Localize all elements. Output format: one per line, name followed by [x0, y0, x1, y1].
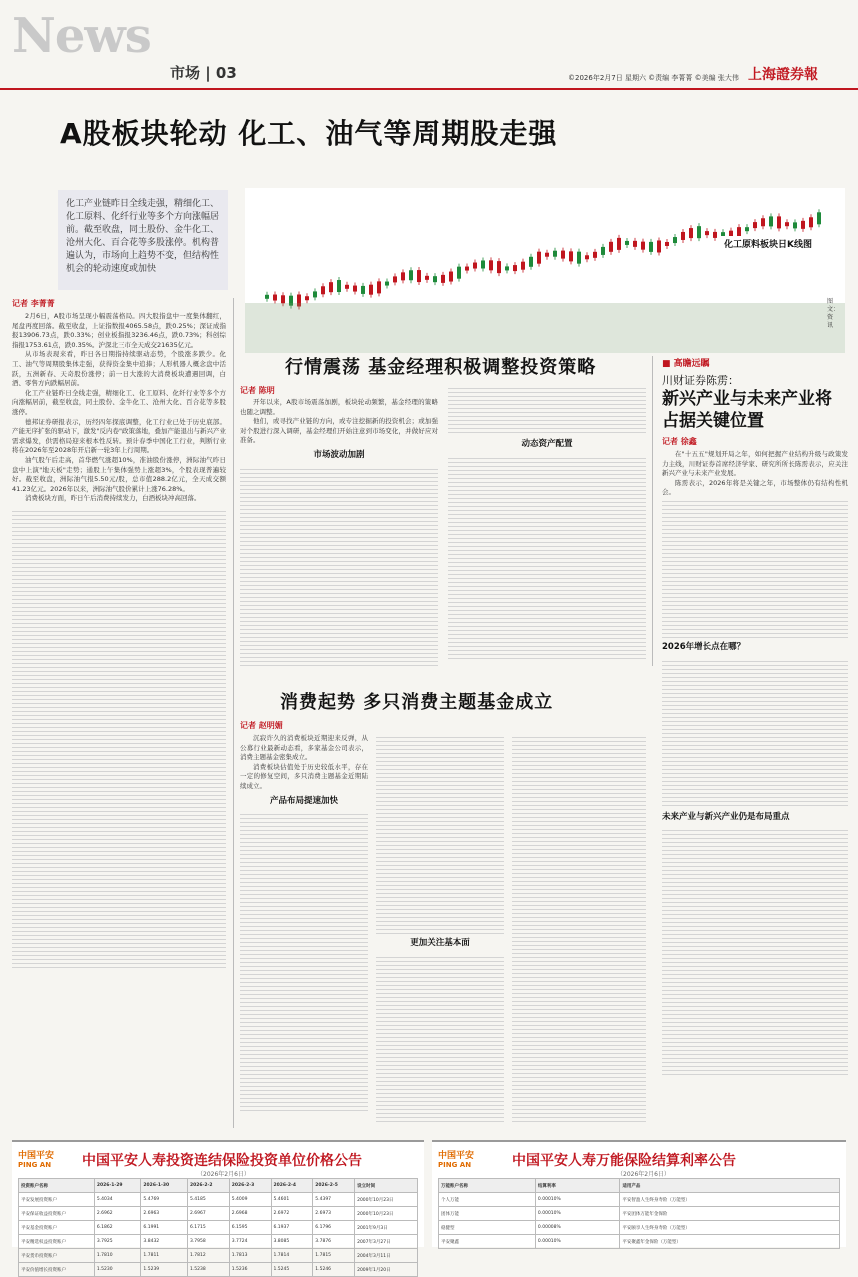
fund1-col1 — [240, 398, 438, 666]
column-divider — [652, 356, 653, 666]
table-cell: 平安聚鑫 — [439, 1235, 536, 1249]
masthead-rule — [0, 88, 858, 90]
article1-body — [12, 312, 226, 1130]
table-header-cell: 设立时间 — [355, 1179, 418, 1193]
right-title: 新兴产业与未来产业将占据关键位置 — [662, 389, 832, 431]
article1-para: 2月6日，A股市场呈现小幅震荡格局。四大股指盘中一度集体翻红，尾盘再度回落。截至收盘，上证指数报4065.58点，跌0.25%；深证成指报13906.73点，跌0.33%；创业板指报3236.46点，跌0.73%；科创综指报1753.61点，跌0.35%。沪深北三市全天成交21635亿元。 — [12, 312, 226, 349]
table-row — [19, 1207, 418, 1221]
table-header-cell: 2026-1-29 — [94, 1179, 141, 1193]
table-cell: 3.7724 — [229, 1235, 271, 1249]
table-cell: 3.8432 — [141, 1235, 188, 1249]
table-cell: 3.7925 — [94, 1235, 141, 1249]
table-cell: 1.5245 — [271, 1263, 313, 1277]
table-cell: 平安发展投资账户 — [19, 1193, 95, 1207]
fund1-subhead: 动态资产配置 — [521, 439, 573, 449]
table-header-cell: 适用产品 — [620, 1179, 840, 1193]
table-cell: 6.1715 — [187, 1221, 229, 1235]
table-row — [439, 1235, 840, 1249]
right-kicker: ■ 高瞻远瞩 — [662, 359, 710, 369]
fund1-title: 行情震荡 基金经理积极调整投资策略 — [285, 357, 597, 378]
table-cell: 3.7958 — [187, 1235, 229, 1249]
ad-right-title: 中国平安人寿万能保险结算利率公告 — [512, 1153, 736, 1169]
table-header-row — [19, 1179, 418, 1193]
table-header-cell: 万能账户名称 — [439, 1179, 536, 1193]
right-text-block — [662, 658, 848, 808]
table-cell: 5.4185 — [187, 1193, 229, 1207]
table-cell: 0.00008% — [535, 1221, 619, 1235]
table-cell: 2001年9月3日 — [355, 1221, 418, 1235]
table-cell: 1.7815 — [313, 1249, 355, 1263]
table-cell: 1.7814 — [271, 1249, 313, 1263]
table-cell: 平安精选权益投资账户 — [19, 1235, 95, 1249]
article1-para: 消费板块方面，昨日午后消费持续发力，白酒板块冲高回落。 — [25, 494, 201, 503]
table-cell: 平安保证收益投资账户 — [19, 1207, 95, 1221]
table-row — [439, 1193, 840, 1207]
table-cell: 3.8085 — [271, 1235, 313, 1249]
paper-logo: 上海證券報 — [748, 67, 818, 83]
table-cell: 6.1937 — [271, 1221, 313, 1235]
fund2-subhead: 更加关注基本面 — [410, 938, 470, 948]
brand-logo: News — [12, 8, 151, 64]
ad-right-logo: 中国平安 — [438, 1151, 475, 1161]
table-cell: 2.6972 — [271, 1207, 313, 1221]
table-cell: 0.00010% — [535, 1207, 619, 1221]
table-cell: 2.6967 — [187, 1207, 229, 1221]
table-cell: 2.6963 — [141, 1207, 188, 1221]
fund2-byline: 记者 赵明媚 — [240, 721, 283, 730]
table-cell: 平安聚鑫年金保险（万能型） — [620, 1235, 840, 1249]
table-cell: 5.4769 — [141, 1193, 188, 1207]
ad-left-title: 中国平安人寿投资连结保险投资单位价格公告 — [82, 1153, 362, 1169]
ad-right-table — [438, 1178, 840, 1249]
fund1-subhead: 市场波动加剧 — [313, 449, 365, 460]
table-cell: 6.1796 — [313, 1221, 355, 1235]
ad-left — [12, 1140, 424, 1273]
table-row — [19, 1263, 418, 1277]
table-cell: 6.1862 — [94, 1221, 141, 1235]
table-header-cell: 投资账户名称 — [19, 1179, 95, 1193]
table-cell: 稳健型 — [439, 1221, 536, 1235]
lead-headline: A股板块轮动 化工、油气等周期股走强 — [60, 117, 558, 150]
table-cell: 0.00010% — [535, 1193, 619, 1207]
table-cell: 1.5236 — [229, 1263, 271, 1277]
table-cell: 3.7876 — [313, 1235, 355, 1249]
kline-chart — [245, 188, 845, 353]
fund2-text-block — [376, 734, 504, 934]
table-cell: 平安价值增长投资账户 — [19, 1263, 95, 1277]
article1-para: 从市场表现来看，昨日各日期指持续驱动态势，个股涨多跌少。化工、油气等周期股集体走强，获得资金集中追捧；人形机器人概念盘中活跃，五洲新春、天奇股份涨停；前一日大涨的大消费板块遭遇回调，白酒、零售方向跌幅居前。 — [12, 350, 226, 388]
right-para: 在"十五五"规划开局之年，如何把握产业结构升级与政策发力主线，川财证券首席经济学家、研究所所长陈雳表示，应关注新兴产业与未来产业发展。 — [662, 450, 848, 478]
table-cell: 团体万能 — [439, 1207, 536, 1221]
column-divider — [233, 298, 234, 1128]
table-cell: 1.5239 — [141, 1263, 188, 1277]
table-row — [439, 1207, 840, 1221]
fund1-byline: 记者 陈明 — [240, 386, 275, 395]
fund2-para: 沉寂许久的消费板块近期迎来反弹，从公募行业最新动态看，多家基金公司表示，消费主题基金密集成立。 — [240, 734, 368, 762]
table-header-row — [439, 1179, 840, 1193]
kline-chart-svg — [245, 188, 845, 353]
table-header-cell: 2026-2-5 — [313, 1179, 355, 1193]
table-header-cell: 2026-2-4 — [271, 1179, 313, 1193]
fund2-col1 — [240, 734, 368, 1130]
article1-para: 化工产业链昨日全线走强，精细化工、化工原料、化纤行业等多个方向涨幅居前，截至收盘，同土股份、金牛化工、沧州大化、百合花等多股涨停。 — [12, 388, 226, 416]
right-text-block — [662, 498, 848, 638]
table-cell: 1.7812 — [187, 1249, 229, 1263]
table-cell: 6.1595 — [229, 1221, 271, 1235]
table-header-cell: 2026-1-30 — [141, 1179, 188, 1193]
fund1-para: 他们，或寻找产业链的方向，或专注挖掘新的投资机会；或加强对个股进行深入调研，基金经理们开始注意到市场变化，并做好应对准备。 — [240, 417, 438, 445]
table-cell: 0.00010% — [535, 1235, 619, 1249]
table-row — [19, 1235, 418, 1249]
fund2-col3 — [512, 734, 646, 1130]
table-cell: 平安智盈人生终身寿险（万能型） — [620, 1193, 840, 1207]
article1-para: 德邦证券研报表示，历经四年探底调整，化工行业已处于历史底部。产能无序扩张的驱动下，激发"反内卷"政策落地，叠加产能退出与新兴产业需求爆发，供需格局迎来根本性反转。预计春季中国化工行业，判断行业将在2026年至2028年开启新一轮3年上行周期。 — [12, 417, 226, 455]
table-header-cell: 2026-2-2 — [187, 1179, 229, 1193]
table-cell: 平安团体万能年金保险 — [620, 1207, 840, 1221]
table-cell: 2.6962 — [94, 1207, 141, 1221]
table-header-cell: 2026-2-3 — [229, 1179, 271, 1193]
table-cell: 5.4601 — [271, 1193, 313, 1207]
ad-left-table — [18, 1178, 418, 1277]
fund2-title: 消费起势 多只消费主题基金成立 — [280, 692, 554, 713]
fund2-para: 消费板块估值处于历史较低水平，存在一定的修复空间，多只消费主题基金近期陆续成立。 — [240, 762, 368, 790]
ad-right-subtitle: （2026年2月6日） — [617, 1171, 670, 1178]
ad-right-logo-en: PING AN — [438, 1161, 472, 1169]
table-cell: 2000年10月23日 — [355, 1193, 418, 1207]
table-cell: 2.6968 — [229, 1207, 271, 1221]
table-cell: 1.5238 — [187, 1263, 229, 1277]
right-subhead: 2026年增长点在哪？ — [662, 641, 746, 652]
table-row — [19, 1221, 418, 1235]
table-cell: 平安颐享人生终身寿险（万能型） — [620, 1221, 840, 1235]
table-cell: 5.4009 — [229, 1193, 271, 1207]
ad-left-subtitle: （2026年2月6日） — [197, 1171, 250, 1178]
article1-byline: 记者 李菁菁 — [12, 299, 55, 308]
table-row — [19, 1249, 418, 1263]
lead-summary: 化工产业链昨日全线走强，精细化工、化工原料、化纤行业等多个方向涨幅居前。截至收盘，同土股份、金牛化工、沧州大化、百合花等多股涨停。机构普遍认为，市场向上趋势不变，但结构性机会的轮动速度或加快 — [58, 190, 228, 290]
table-cell: 2000年10月23日 — [355, 1207, 418, 1221]
table-cell: 平安基金投资账户 — [19, 1221, 95, 1235]
table-cell: 1.5230 — [94, 1263, 141, 1277]
article1-para: 油气股午后走高，首华燃气涨超10%，准油股份涨停，洲际油气昨日盘中上演"地天板"走势；通股上午集体强势上涨超3%，个股表现普遍较好。截至收盘，洲际油气报5.50元/股，总市值288.2亿元，全天成交额41.23亿元。2026年以来，洲际油气股价累计上涨76.28%。 — [12, 455, 226, 493]
table-cell: 5.4397 — [313, 1193, 355, 1207]
article1-text-continued — [12, 508, 226, 968]
fund2-text-block — [512, 734, 646, 1124]
table-row — [19, 1193, 418, 1207]
ad-left-logo: 中国平安 — [18, 1151, 55, 1161]
right-text-block — [662, 827, 848, 1077]
date-info: ©2026年2月7日 星期六 ©责编 李菁菁 ©美编 张大伟 — [568, 74, 739, 82]
fund2-subhead: 产品布局提速加快 — [269, 795, 338, 806]
fund1-text-block — [240, 466, 438, 666]
ad-right — [432, 1140, 846, 1247]
chart-credit: 图文：资讯 — [827, 298, 840, 329]
right-company: 川财证券陈雳： — [662, 374, 739, 387]
table-cell: 1.7811 — [141, 1249, 188, 1263]
table-cell: 平安货币投资账户 — [19, 1249, 95, 1263]
table-cell: 2004年3月11日 — [355, 1249, 418, 1263]
fund2-col2 — [376, 734, 504, 1130]
table-cell: 1.7810 — [94, 1249, 141, 1263]
fund1-text-block — [448, 385, 646, 435]
table-cell: 5.4034 — [94, 1193, 141, 1207]
fund1-col2 — [448, 385, 646, 665]
table-cell: 1.5246 — [313, 1263, 355, 1277]
right-body — [662, 450, 848, 1130]
table-cell: 2007年3月27日 — [355, 1235, 418, 1249]
right-para: 陈雳表示，2026年将是关键之年，市场整体仍有结构性机会。 — [662, 478, 848, 497]
ad-left-logo-en: PING AN — [18, 1161, 52, 1169]
table-cell: 2009年1月20日 — [355, 1263, 418, 1277]
table-cell: 6.1991 — [141, 1221, 188, 1235]
fund2-text-block — [240, 811, 368, 1111]
section-label: 市场 | 03 — [170, 64, 237, 82]
right-byline: 记者 徐鑫 — [662, 437, 697, 446]
table-cell: 2.6973 — [313, 1207, 355, 1221]
table-cell: 个人万能 — [439, 1193, 536, 1207]
right-subhead: 未来产业与新兴产业仍是布局重点 — [662, 811, 790, 822]
table-header-cell: 结算利率 — [535, 1179, 619, 1193]
fund1-para: 开年以来，A股市场震荡加剧，板块轮动频繁，基金经理的策略也随之调整。 — [240, 398, 438, 416]
table-row — [439, 1221, 840, 1235]
fund2-text-block — [376, 954, 504, 1124]
table-cell: 1.7813 — [229, 1249, 271, 1263]
fund1-text-block — [448, 455, 646, 660]
chart-title: 化工原料板块日K线图 — [721, 236, 815, 251]
